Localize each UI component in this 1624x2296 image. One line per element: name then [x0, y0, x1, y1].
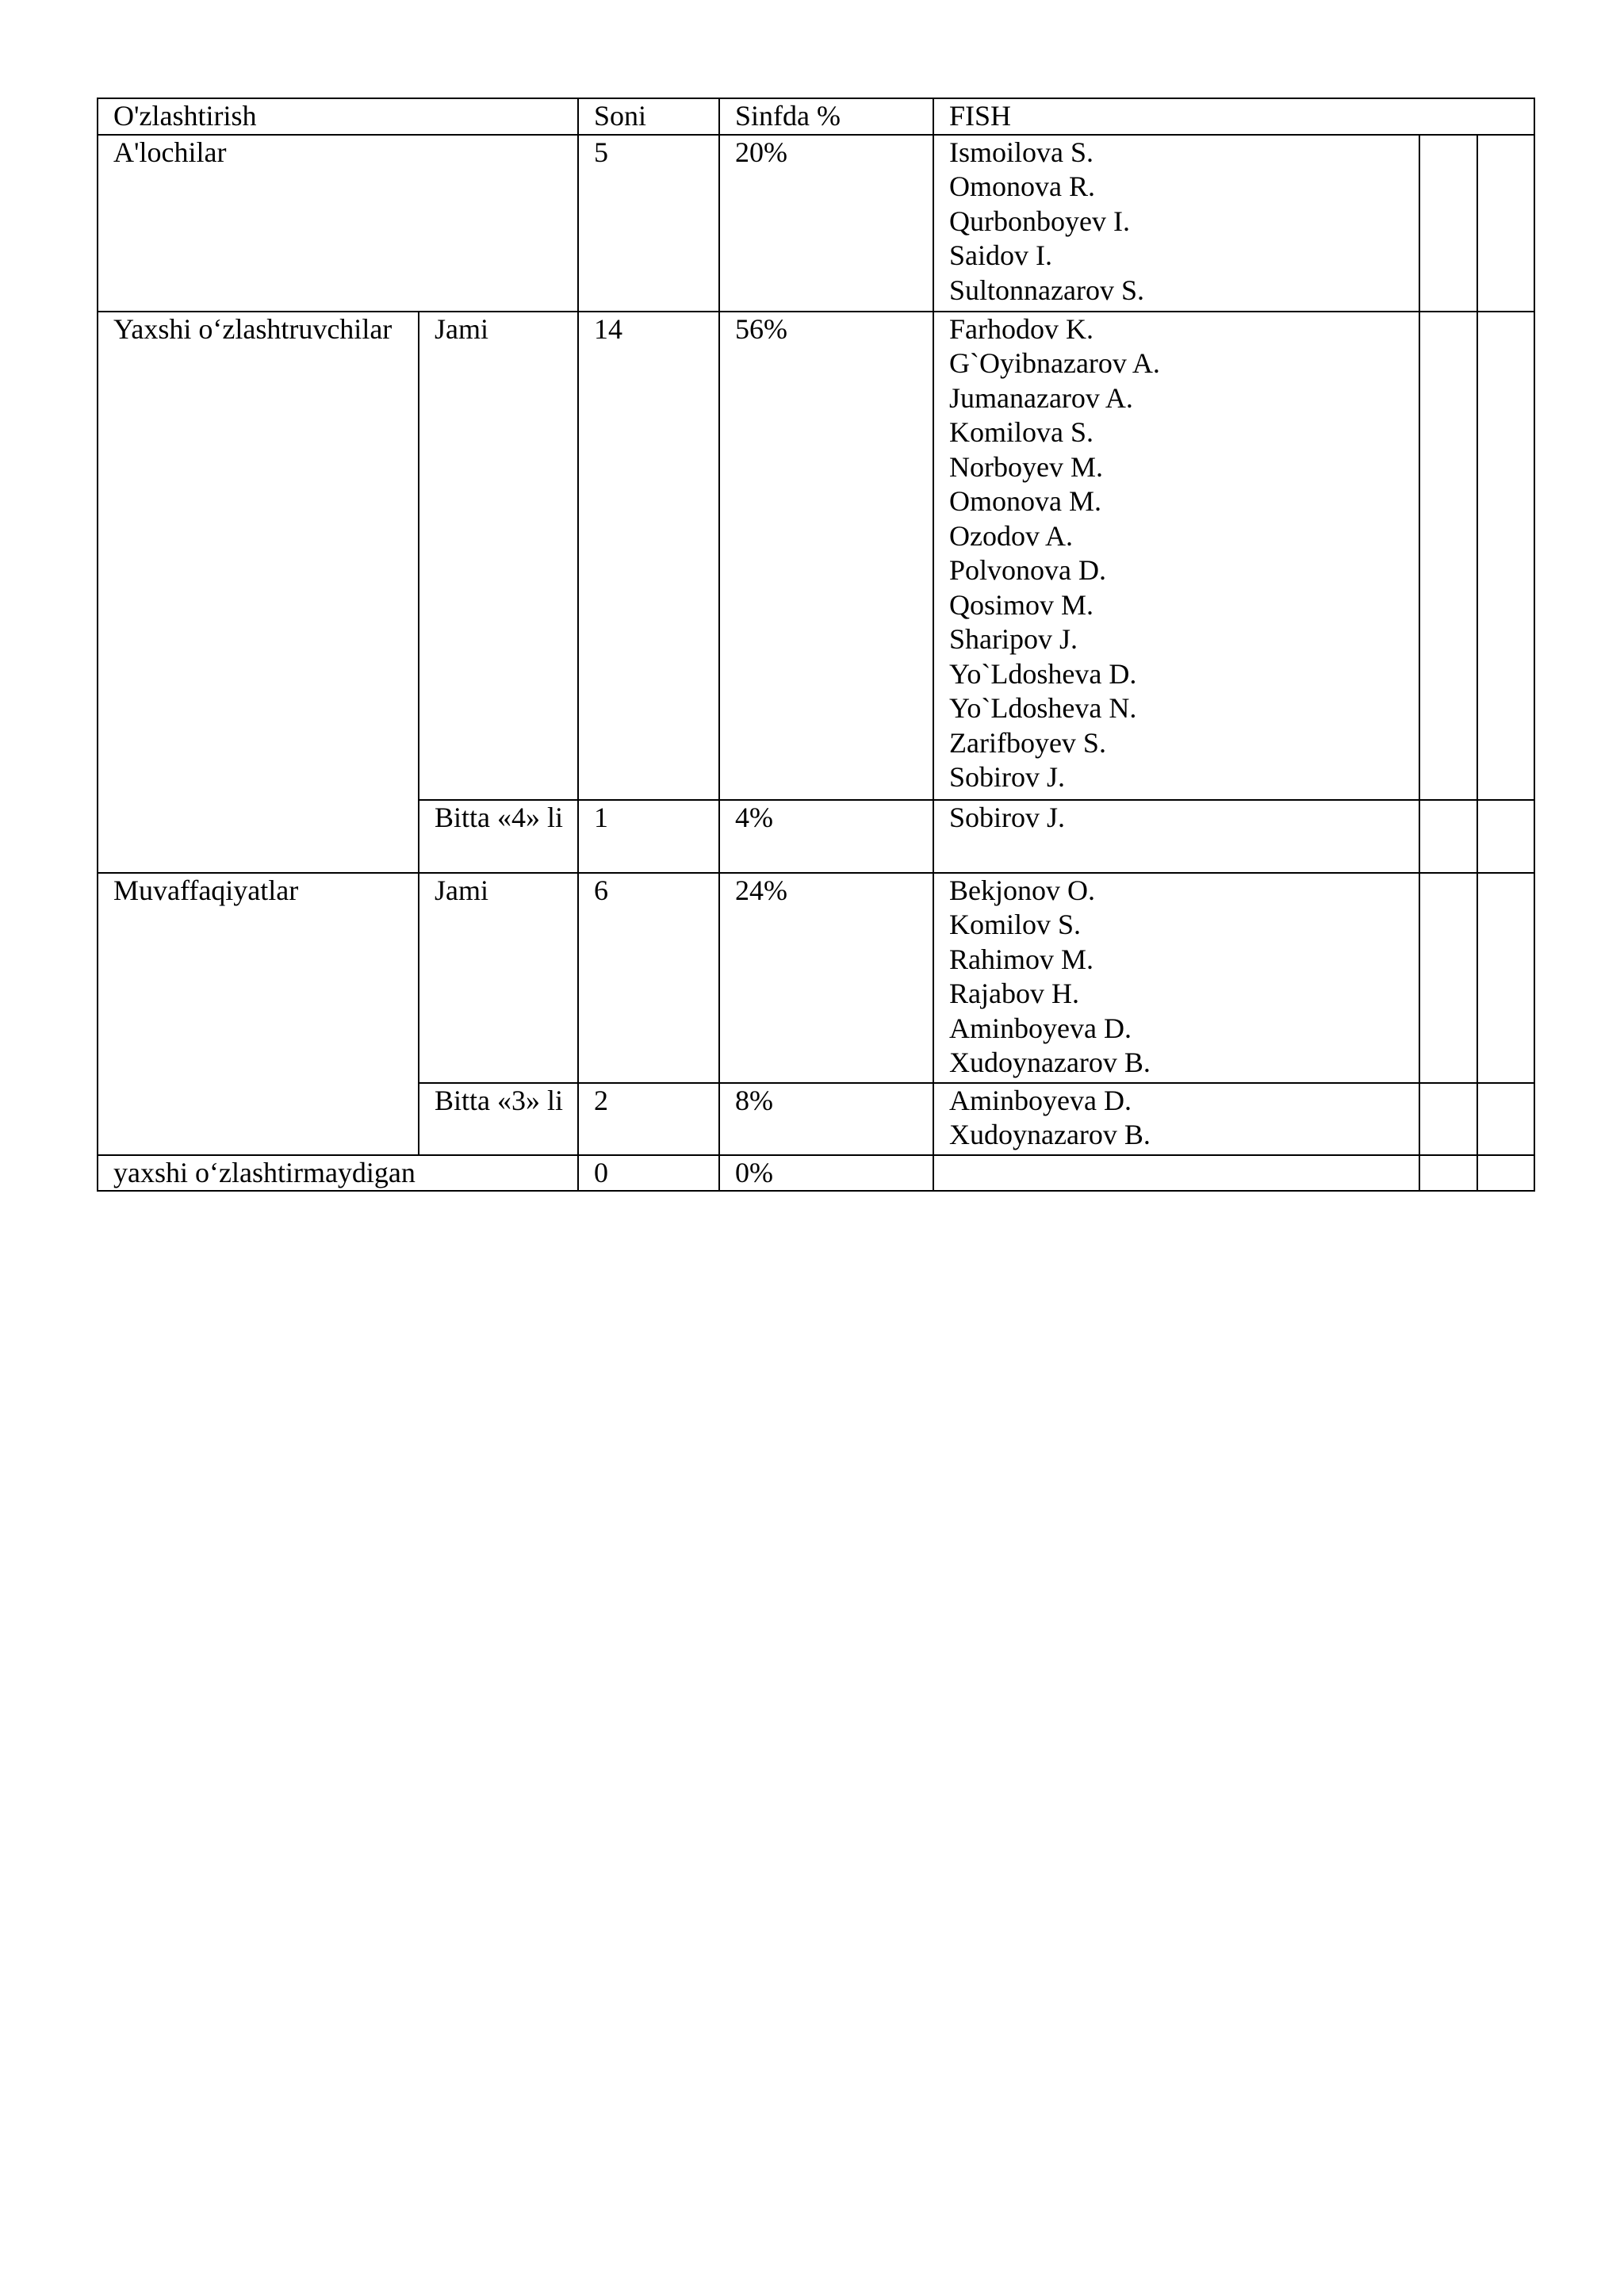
tick-cell [1477, 312, 1534, 800]
student-name: Jumanazarov A. [949, 381, 1133, 414]
good-single-four-percent: 4% [719, 800, 933, 873]
header-count: Soni [578, 98, 719, 135]
student-name: Sharipov J. [949, 623, 1078, 655]
satisfactory-single-three-names [933, 1083, 1419, 1155]
student-name: Xudoynazarov B. [949, 1119, 1151, 1150]
excellent-label: A'lochilar [98, 135, 578, 312]
satisfactory-total-row [98, 873, 1534, 1083]
poor-count: 0 [578, 1155, 719, 1192]
satisfactory-total-names [933, 873, 1419, 1083]
good-total-label: Jami [419, 312, 578, 800]
satisfactory-single-three-count: 2 [578, 1083, 719, 1155]
good-total-percent: 56% [719, 312, 933, 800]
student-name: Aminboyeva D. [949, 1012, 1132, 1044]
student-name: Sobirov J. [949, 761, 1066, 793]
student-name: Aminboyeva D. [949, 1084, 1132, 1116]
satisfactory-total-percent: 24% [719, 873, 933, 1083]
student-name: Qosimov M. [949, 588, 1094, 621]
student-name: Sultonnazarov S. [949, 274, 1144, 306]
poor-label: yaxshi o‘zlashtirmaydigan [98, 1155, 578, 1192]
student-name: Norboyev M. [949, 450, 1103, 483]
achievement-table [97, 98, 1535, 1192]
good-single-four-names [933, 800, 1419, 873]
satisfactory-total-label: Jami [419, 873, 578, 1083]
tick-cell [1477, 135, 1534, 312]
header-achievement: O'zlashtirish [98, 98, 578, 135]
student-name: Ismoilova S. [949, 136, 1094, 168]
student-name: Bekjonov O. [949, 874, 1095, 906]
student-name: Polvonova D. [949, 554, 1106, 586]
tick-cell [1419, 312, 1477, 800]
tick-cell [1419, 800, 1477, 873]
tick-cell [1477, 800, 1534, 873]
student-name: Yo`Ldosheva N. [949, 692, 1137, 724]
student-name: Omonova R. [949, 170, 1095, 202]
student-name: G`Oyibnazarov A. [949, 347, 1160, 379]
good-total-names [933, 312, 1419, 800]
student-name: Rahimov M. [949, 943, 1094, 975]
satisfactory-label: Muvaffaqiyatlar [98, 873, 419, 1155]
tick-cell [1477, 873, 1534, 1083]
good-single-four-label: Bitta «4» li [419, 800, 578, 873]
excellent-row [98, 135, 1534, 312]
header-percent: Sinfda % [719, 98, 933, 135]
poor-percent: 0% [719, 1155, 933, 1192]
good-single-four-count: 1 [578, 800, 719, 873]
student-name: Komilov S. [949, 909, 1082, 940]
student-name: Omonova M. [949, 485, 1101, 517]
tick-cell [1477, 1083, 1534, 1155]
excellent-count: 5 [578, 135, 719, 312]
good-label: Yaxshi o‘zlashtruvchilar [98, 312, 419, 873]
student-name: Sobirov J. [949, 801, 1066, 833]
student-name: Qurbonboyev I. [949, 205, 1130, 237]
student-name: Yo`Ldosheva D. [949, 657, 1137, 690]
satisfactory-single-three-label: Bitta «3» li [419, 1083, 578, 1155]
student-name: Farhodov K. [949, 312, 1094, 345]
tick-cell [1419, 873, 1477, 1083]
header-names: FISH [933, 98, 1534, 135]
excellent-percent: 20% [719, 135, 933, 312]
student-name: Xudoynazarov B. [949, 1047, 1151, 1078]
excellent-names [933, 135, 1419, 312]
student-name: Rajabov H. [949, 978, 1079, 1009]
tick-cell [1419, 135, 1477, 312]
poor-names [933, 1155, 1419, 1192]
poor-row [98, 1155, 1534, 1192]
satisfactory-single-three-percent: 8% [719, 1083, 933, 1155]
satisfactory-total-count: 6 [578, 873, 719, 1083]
student-name: Ozodov A. [949, 519, 1073, 552]
good-total-count: 14 [578, 312, 719, 800]
tick-cell [1419, 1155, 1477, 1192]
student-name: Komilova S. [949, 416, 1094, 448]
student-name: Saidov I. [949, 239, 1052, 271]
header-row [98, 98, 1534, 135]
good-total-row [98, 312, 1534, 800]
tick-cell [1477, 1155, 1534, 1192]
student-name: Zarifboyev S. [949, 726, 1106, 759]
tick-cell [1419, 1083, 1477, 1155]
